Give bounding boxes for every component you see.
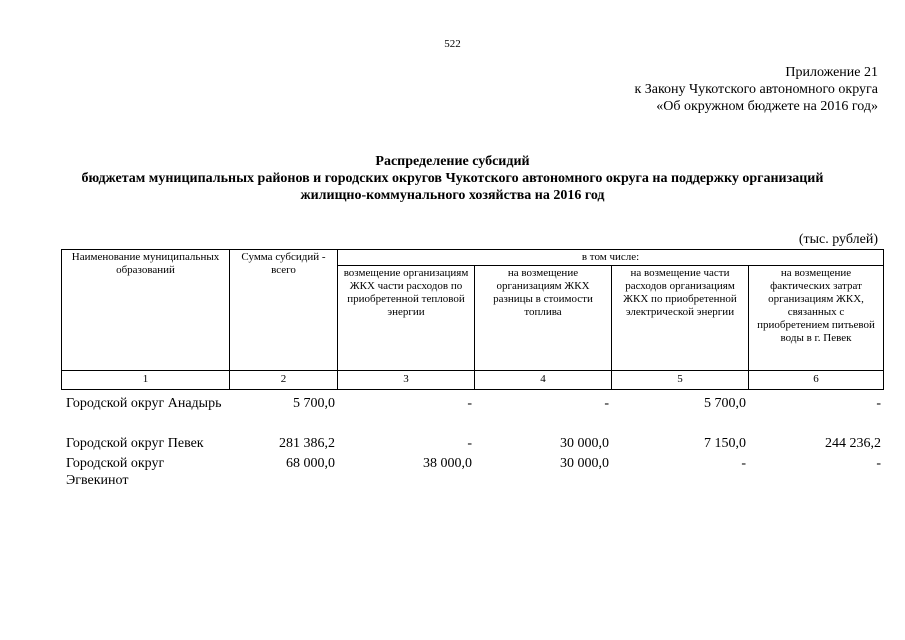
row-water: - <box>876 396 881 411</box>
appendix-note <box>634 64 878 115</box>
row-heat: - <box>467 436 472 451</box>
column-number: 5 <box>612 371 749 390</box>
header-name: Наименование муниципальных образований <box>62 250 230 371</box>
row-total: 5 700,0 <box>293 396 335 411</box>
header-sub-heat: возмещение организациям ЖКХ части расходов по приобретенной тепловой энергии <box>338 266 475 371</box>
table-row <box>61 395 883 435</box>
header-sub-electricity: на возмещение части расходов организациям ЖКХ по приобретенной электрической энергии <box>612 266 749 371</box>
row-fuel: 30 000,0 <box>560 436 609 451</box>
row-heat: - <box>467 396 472 411</box>
table-row <box>61 435 883 455</box>
table-row <box>61 455 883 495</box>
title-line-2: бюджетам муниципальных районов и городских округов Чукотского автономного округа на поддержку организаций <box>81 171 824 186</box>
row-total: 68 000,0 <box>286 456 335 471</box>
page-number: 522 <box>444 38 461 50</box>
row-electricity: 7 150,0 <box>704 436 746 451</box>
row-fuel: 30 000,0 <box>560 456 609 471</box>
row-fuel: - <box>604 396 609 411</box>
row-total: 281 386,2 <box>279 436 335 451</box>
appendix-line-1: Приложение 21 <box>785 65 878 80</box>
document-title <box>0 153 905 204</box>
column-number: 1 <box>62 371 230 390</box>
row-electricity: - <box>741 456 746 471</box>
row-name: Городской округ Певек <box>66 436 204 451</box>
column-number: 6 <box>749 371 884 390</box>
row-name: Городской округ Анадырь <box>66 396 222 411</box>
row-water: - <box>876 456 881 471</box>
title-line-1: Распределение субсидий <box>375 154 530 169</box>
column-number: 2 <box>230 371 338 390</box>
header-sub-water: на возмещение фактических затрат организациям ЖКХ, связанных с приобретением питьевой воды в г. Певек <box>749 266 884 371</box>
header-total: Сумма субсидий - всего <box>230 250 338 371</box>
row-name: Городской округ Эгвекинот <box>66 456 165 488</box>
appendix-line-2: к Закону Чукотского автономного округа <box>634 82 878 97</box>
row-electricity: 5 700,0 <box>704 396 746 411</box>
title-line-3: жилищно-коммунального хозяйства на 2016 год <box>300 188 605 203</box>
column-numbers-row <box>62 371 884 390</box>
table-body <box>61 395 883 495</box>
column-number: 4 <box>475 371 612 390</box>
units-label: (тыс. рублей) <box>798 232 878 247</box>
header-including: в том числе: <box>338 250 884 266</box>
appendix-line-3: «Об окружном бюджете на 2016 год» <box>656 99 878 114</box>
table-header <box>61 249 884 390</box>
header-sub-fuel: на возмещение организациям ЖКХ разницы в стоимости топлива <box>475 266 612 371</box>
column-number: 3 <box>338 371 475 390</box>
row-heat: 38 000,0 <box>423 456 472 471</box>
row-water: 244 236,2 <box>825 436 881 451</box>
